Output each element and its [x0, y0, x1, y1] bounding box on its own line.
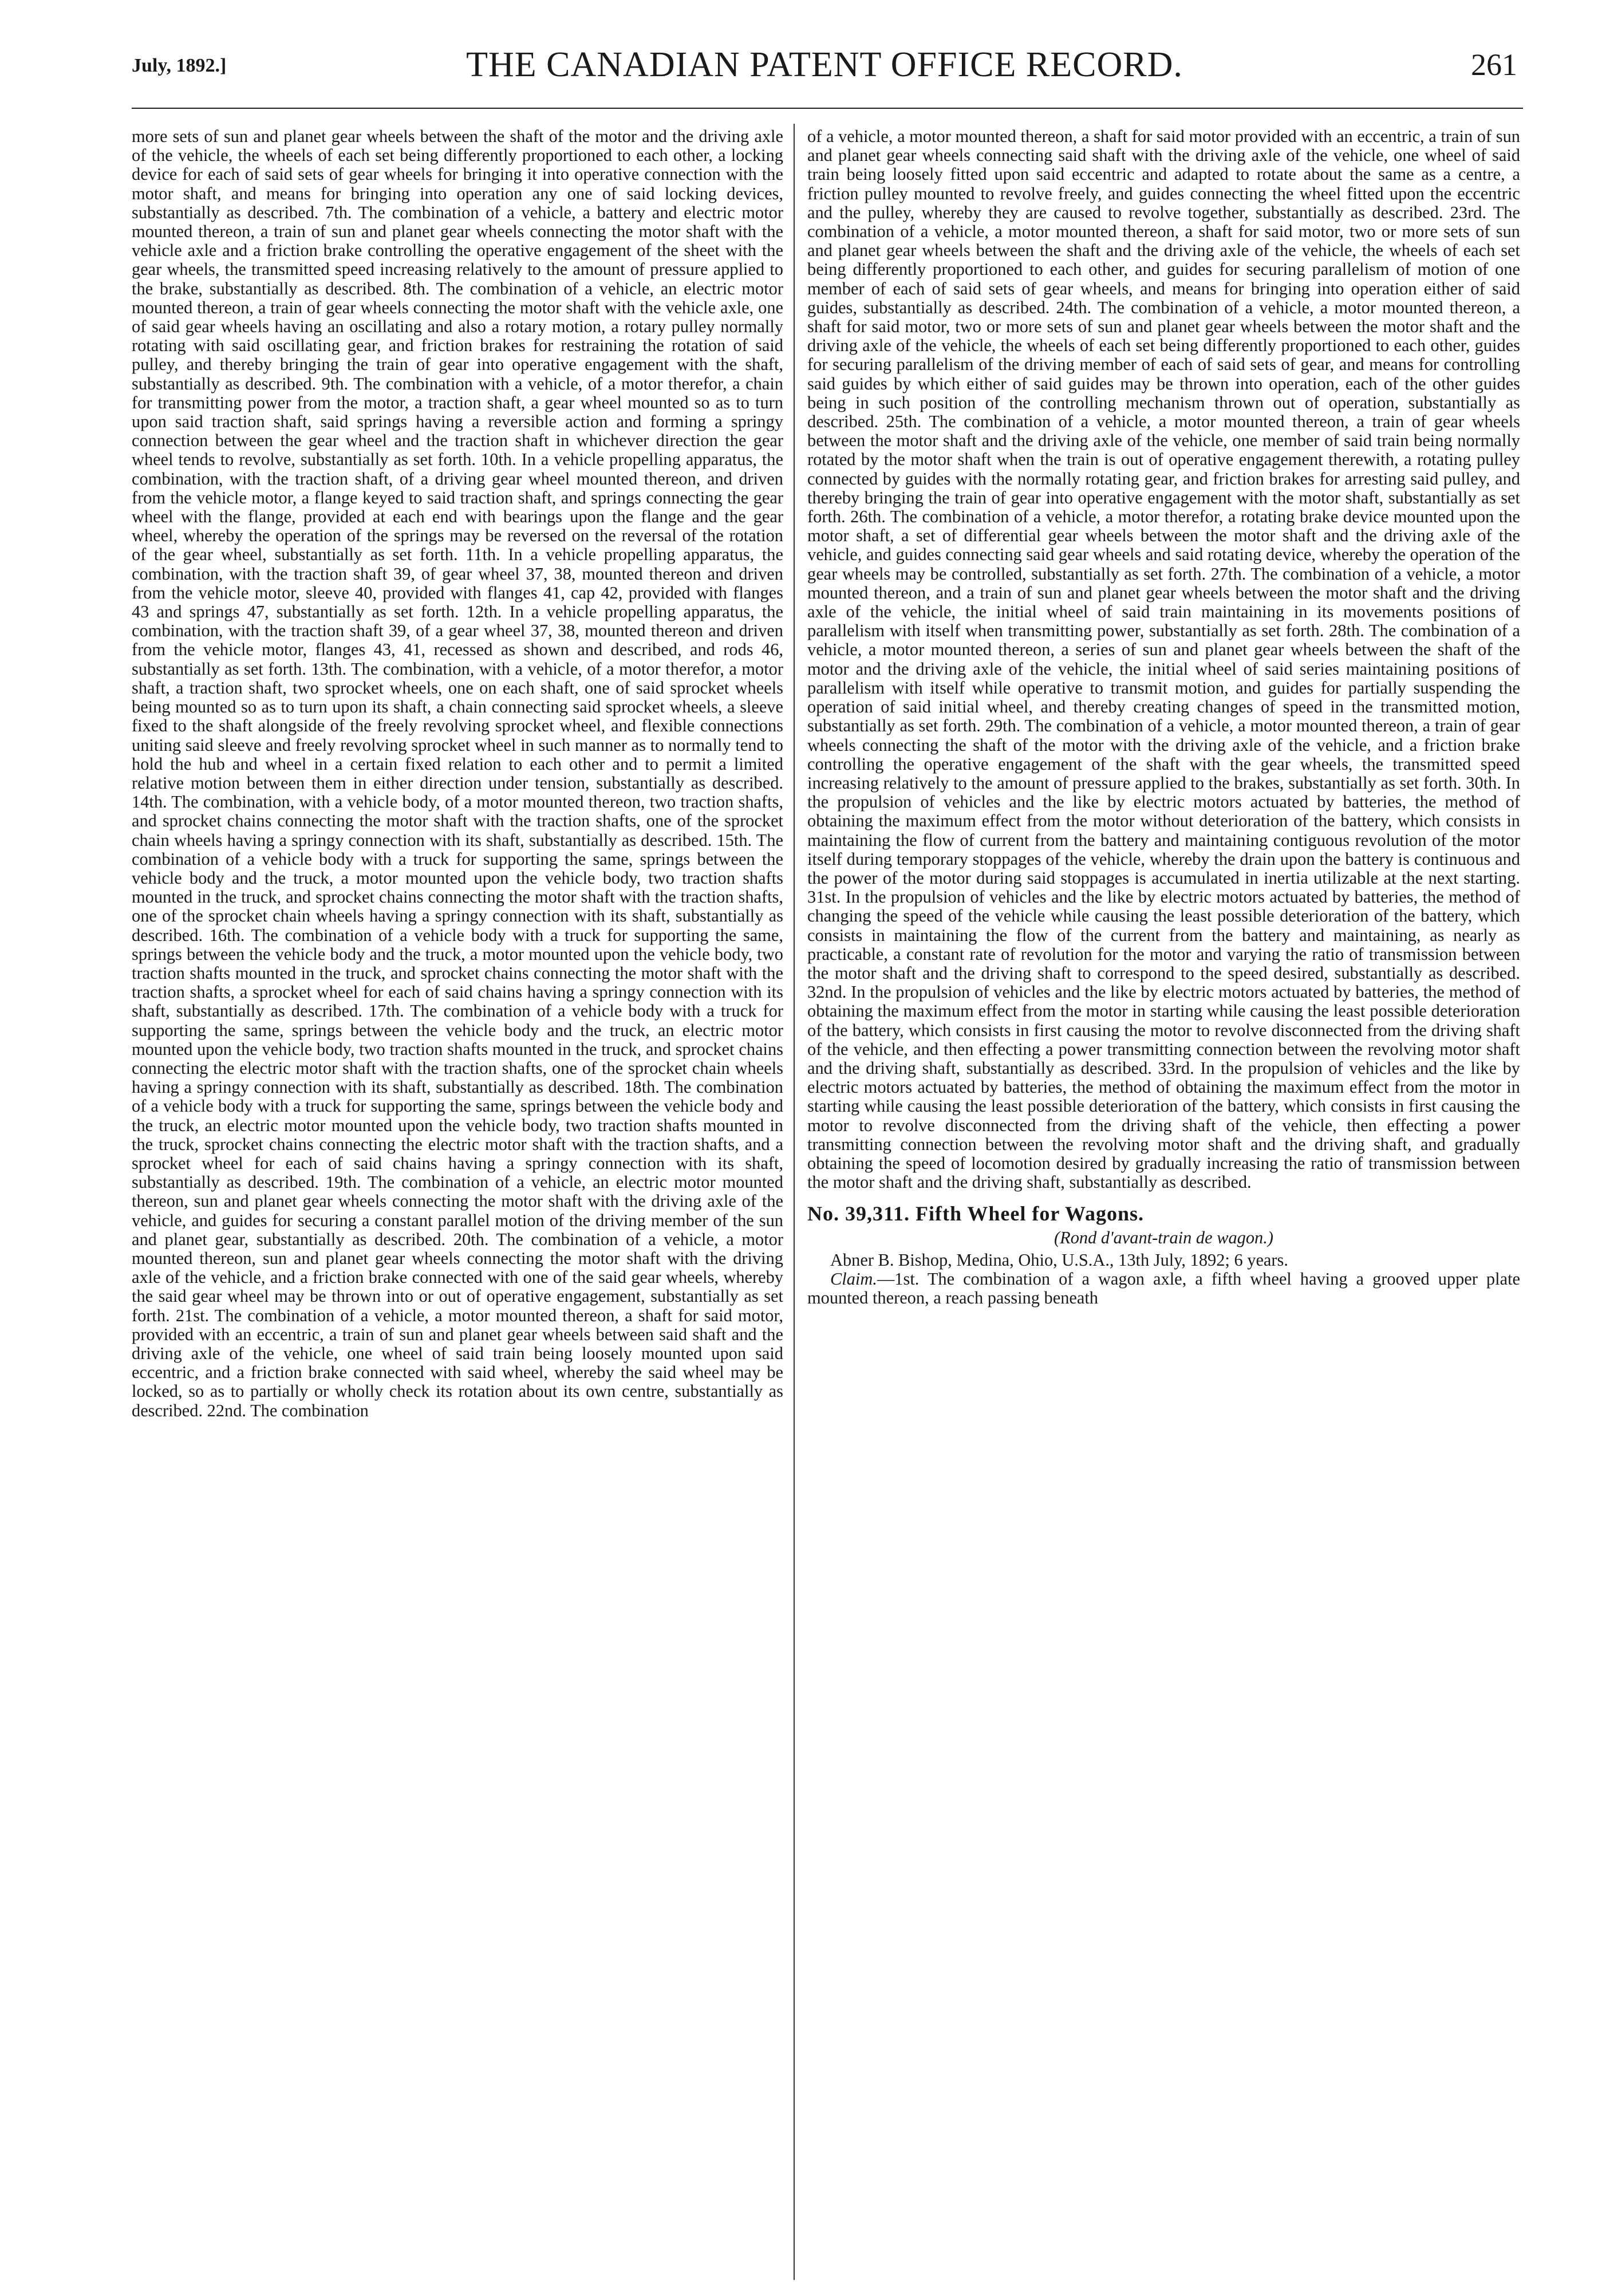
patent-heading: No. 39,311. Fifth Wheel for Wagons. [807, 1202, 1145, 1226]
patent-subtitle: (Rond d'avant-train de wagon.) [1054, 1227, 1273, 1247]
column-divider [794, 124, 795, 2280]
patent-inventor: Abner B. Bishop, Medina, Ohio, U.S.A., 13th July, 1892; 6 years. [830, 1250, 1288, 1270]
header-rule [132, 108, 1523, 109]
claim-text: —1st. The combination of a wagon axle, a fifth wheel having a grooved upper plate mounted thereon, a reach passing beneath [807, 1269, 1520, 1308]
right-column [807, 127, 1520, 2281]
left-column-text: more sets of sun and planet gear wheels between the shaft of the motor and the driving axle of the vehicle, the wheels of each set being differently proportioned to each other, a locking device for each of said sets of gear wheels for bringing it into operative connection with the motor shaft, and means for bringing into operation any one of said locking devices, substantially as described. 7th. The combination of a vehicle, a battery and electric motor mounted thereon, a train of sun and planet gear wheels connecting the motor shaft with the vehicle axle and a friction brake controlling the operative engagement of the sheet with the gear wheels, the transmitted speed increasing relatively to the amount of pressure applied to the brake, substantially as described. 8th. The combination of a vehicle, an electric motor mounted thereon, a train of gear wheels connecting the motor shaft with the vehicle axle, one of said gear wheels having an oscillating and also a rotary motion, a rotary pulley normally rotating with said oscillating gear, and friction brakes for restraining the rotation of said pulley, and thereby bringing the train of gear into operative engagement with the shaft, substantially as described. 9th. The combination with a vehicle, of a motor therefor, a chain for transmitting power from the motor, a traction shaft, a gear wheel mounted so as to turn upon said traction shaft, said springs having a reversible action and forming a springy connection between the gear wheel and the traction shaft in whichever direction the gear wheel tends to revolve, substantially as set forth. 10th. In a vehicle propelling apparatus, the combination, with the traction shaft, of a driving gear wheel mounted thereon, and driven from the vehicle motor, a flange keyed to said traction shaft, and springs connecting the gear wheel with the flange, provided at each end with bearings upon the flange and the gear wheel, whereby the operation of the springs may be reversed on the reversal of the rotation of the gear wheel, substantially as set forth. 11th. In a vehicle propelling apparatus, the combination, with the traction shaft 39, of gear wheel 37, 38, mounted thereon and driven from the vehicle motor, sleeve 40, provided with flanges 41, cap 42, provided with flanges 43 and springs 47, substantially as set forth. 12th. In a vehicle propelling apparatus, the combination, with the traction shaft 39, of a gear wheel 37, 38, mounted thereon and driven from the vehicle motor, flanges 43, 41, recessed as shown and described, and rods 46, substantially as set forth. 13th. The combination, with a vehicle, of a motor therefor, a motor shaft, a traction shaft, two sprocket wheels, one on each shaft, one of said sprocket wheels being mounted so as to turn upon its shaft, a chain connecting said sprocket wheels, a sleeve fixed to the shaft alongside of the freely revolving sprocket wheel, and flexible connections uniting said sleeve and freely revolving sprocket wheel in such manner as to normally tend to hold the hub and wheel in a certain fixed relation to each other and to permit a limited relative motion between them in either direction under tension, substantially as described. 14th. The combination, with a vehicle body, of a motor mounted thereon, two traction shafts, and sprocket chains connecting the motor shaft with the traction shafts, one of the sprocket chain wheels having a springy connection with its shaft, substantially as described. 15th. The combination of a vehicle body with a truck for supporting the same, springs between the vehicle body and the truck, a motor mounted upon the vehicle body, two traction shafts mounted in the truck, and sprocket chains connecting the motor shaft with the traction shafts, one of the sprocket chain wheels having a springy connection with its shaft, substantially as described. 16th. The combination of a vehicle body with a truck for supporting the same, springs between the vehicle body and the truck, a motor mounted upon the vehicle body, two traction shafts mounted in the truck, and sprocket chains connecting the motor shaft with the traction shafts, a sprocket wheel for each of said chains having a springy connection with its shaft, substantially as described. 17th. The combination of a vehicle body with a truck for supporting the same, springs between the vehicle body and the truck, an electric motor mounted upon the vehicle body, two traction shafts mounted in the truck, and sprocket chains connecting the electric motor shaft with the traction shafts, one of the sprocket chain wheels having a springy connection with its shaft, substantially as described. 18th. The combination of a vehicle body with a truck for supporting the same, springs between the vehicle body and the truck, an electric motor mounted upon the vehicle body, two traction shafts mounted in the truck, sprocket chains connecting the electric motor shaft with the traction shafts, and a sprocket wheel for each of said chains having a springy connection with its shaft, substantially as described. 19th. The combination of a vehicle, an electric motor mounted thereon, sun and planet gear wheels connecting the motor shaft with the driving axle of the vehicle, and guides for securing a constant parallel motion of the driving member of the sun and planet gear, substantially as described. 20th. The combination of a vehicle, a motor mounted thereon, sun and planet gear wheels connecting the motor shaft with the driving axle of the vehicle, and a friction brake connected with one of the said gear wheels, whereby the said gear wheel may be thrown into or out of operative engagement, substantially as set forth. 21st. The combination of a vehicle, a motor mounted thereon, a shaft for said motor, provided with an eccentric, a train of sun and planet gear wheels between said shaft and the driving axle of the vehicle, one wheel of said train being loosely mounted upon said eccentric, and a friction brake connected with said wheel, whereby the said wheel may be locked, so as to partially or wholly check its rotation about its own centre, substantially as described. 22nd. The combination [132, 127, 783, 1420]
publication-title: THE CANADIAN PATENT OFFICE RECORD. [466, 45, 1183, 84]
page-number: 261 [1471, 48, 1517, 82]
right-column-text: of a vehicle, a motor mounted thereon, a shaft for said motor provided with an eccentric, a train of sun and planet gear wheels connecting said shaft with the driving axle of the vehicle, one wheel of said train being loosely fitted upon said eccentric and adapted to rotate about the same as a centre, a friction pulley mounted to revolve freely, and guides connecting the wheel fitted upon the eccentric and the pulley, whereby they are caused to revolve together, substantially as described. 23rd. The combination of a vehicle, a motor mounted thereon, a shaft for said motor, two or more sets of sun and planet gear wheels between the shaft and the driving axle of the vehicle, the wheels of each set being differently proportioned to each other, and guides for securing parallelism of motion of one member of each of said sets of gear wheels, and means for bringing into operation either of said guides, substantially as described. 24th. The combination of a vehicle, a motor mounted thereon, a shaft for said motor, two or more sets of sun and planet gear wheels between the motor shaft and the driving axle of the vehicle, the wheels of each set being differently proportioned to each other, guides for securing parallelism of the driving member of each of said sets of gear, and means for controlling said guides by which either of said guides may be thrown into operation, each of the other guides being in such position of the controlling mechanism thrown out of operation, substantially as described. 25th. The combination of a vehicle, a motor mounted thereon, a train of gear wheels between the motor shaft and the driving axle of the vehicle, one member of said train being normally rotated by the motor shaft when the train is out of operative engagement therewith, a rotating pulley connected by guides with the normally rotating gear, and friction brakes for arresting said pulley, and thereby bringing the train of gear into operative engagement with the motor shaft, substantially as set forth. 26th. The combination of a vehicle, a motor therefor, a rotating brake device mounted upon the motor shaft, a set of differential gear wheels between the motor shaft and the driving axle of the vehicle, and guides connecting said gear wheels and said rotating device, whereby the operation of the gear wheels may be controlled, substantially as set forth. 27th. The combination of a vehicle, a motor mounted thereon, and a train of sun and planet gear wheels between the motor shaft and the driving axle of the vehicle, the initial wheel of said train maintaining in its movements positions of parallelism with itself when transmitting power, substantially as set forth. 28th. The combination of a vehicle, a motor mounted thereon, a series of sun and planet gear wheels between the shaft of the motor and the driving axle of the vehicle, the initial wheel of said series maintaining positions of parallelism with itself while operative to transmit motion, and guides for partially suspending the operation of said initial wheel, and thereby creating changes of speed in the transmitted motion, substantially as set forth. 29th. The combination of a vehicle, a motor mounted thereon, a train of gear wheels connecting the shaft of the motor with the driving axle of the vehicle, and a friction brake controlling the operative engagement of the shaft with the gear wheels, the transmitted speed increasing relatively to the amount of pressure applied to the brakes, substantially as set forth. 30th. In the propulsion of vehicles and the like by electric motors actuated by batteries, the method of obtaining the maximum effect from the motor without deterioration of the battery, which consists in maintaining the flow of current from the battery and maintaining contiguous revolution of the motor itself during temporary stoppages of the vehicle, whereby the drain upon the battery is continuous and the power of the motor during said stoppages is accumulated in inertia utilizable at the next starting. 31st. In the propulsion of vehicles and the like by electric motors actuated by batteries, the method of changing the speed of the vehicle while causing the least possible deterioration of the battery, which consists in maintaining the flow of the current from the battery and maintaining, as nearly as practicable, a constant rate of revolution for the motor and varying the ratio of transmission between the motor shaft and the driving shaft to correspond to the speed desired, substantially as described. 32nd. In the propulsion of vehicles and the like by electric motors actuated by batteries, the method of obtaining the maximum effect from the motor in starting while causing the least possible deterioration of the battery, which consists in first causing the motor to revolve disconnected from the driving shaft of the vehicle, and then effecting a power transmitting connection between the revolving motor shaft and the driving shaft, substantially as described. 33rd. In the propulsion of vehicles and the like by electric motors actuated by batteries, the method of obtaining the maximum effect from the motor in starting while causing the least possible deterioration of the battery, which consists in first causing the motor to revolve disconnected from the driving shaft of the vehicle, then effecting a power transmitting connection between the revolving motor shaft and the driving shaft, and gradually obtaining the speed of locomotion desired by gradually increasing the ratio of transmission between the motor shaft and the driving shaft, substantially as described. [807, 127, 1520, 1192]
claim-label: Claim. [830, 1269, 877, 1289]
left-column [132, 127, 783, 2281]
patent-claim [807, 1270, 1520, 1308]
page-header [132, 34, 1517, 97]
issue-date: July, 1892.] [132, 55, 227, 76]
